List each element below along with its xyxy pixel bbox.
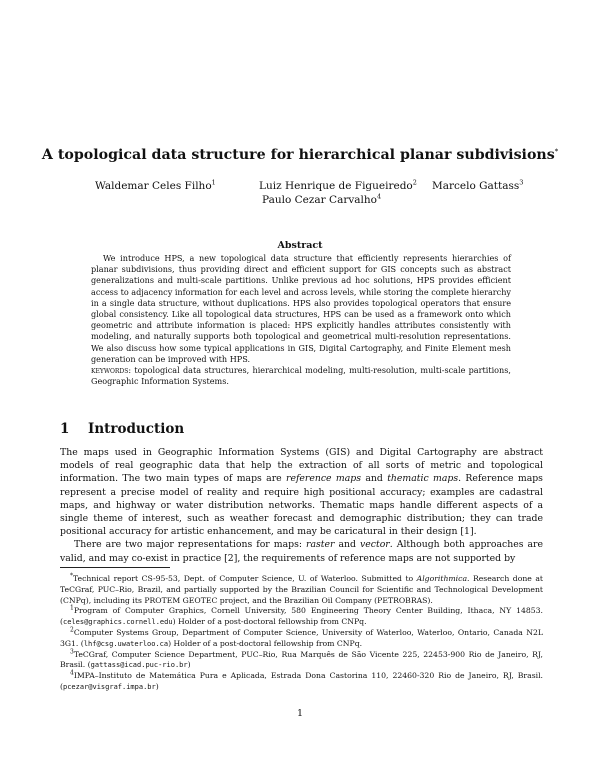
body-text [60,446,543,565]
footnote-item: $^4$IMPA–Instituto de Matemática Pura e Aplicada, Estrada Dona Castorina 110, 22460-320 Rio de Janeiro, RJ, Brasil. (pcezar@visgraf.impa.br) [60,669,543,691]
keywords-label: keywords: [91,365,132,376]
footnote-item: *Technical report CS-95-53, Dept. of Computer Science, U. of Waterloo. Submitted to Algorithmica. Research done at TeCGraf, PUC–Rio, Brazil, and partially supported by the Brazilian Council for Scientific and Technological Development (CNPq), including its PROTEM GEOTEC project, and the Brazilian Oil Company (PETROBRAS). [60,572,544,605]
section-number: 1 [60,421,70,437]
abstract [91,253,511,387]
author-2: Luiz Henrique de Figueiredo$^2$ [259,178,417,192]
section-heading [60,421,184,437]
abstract-heading: Abstract [277,240,323,251]
author-3: Marcelo Gattass$^3$ [432,178,524,192]
footnote-item: $^1$Program of Computer Graphics, Cornell University, 580 Engineering Theory Center Building, Ithaca, NY 14853. (celes@graphics.cornell.edu) Holder of a post-doctoral fellowship from CNPq. [60,604,543,627]
author-4: Paulo Cezar Carvalho$^4$ [262,192,382,206]
title-footnote-mark: * [554,147,559,156]
paper-title: A topological data structure for hierarchical planar subdivisions* [41,147,559,163]
keywords [91,365,511,387]
paragraph-1: The maps used in Geographic Information Systems (GIS) and Digital Cartography are abstract models of real geographic data that help the extraction of all sorts of metric and topological information. The two main types of maps are reference maps and thematic maps. Reference maps represent a precise model of reality and require high positional accuracy; examples are cadastral maps, and highway or water distribution networks. Thematic maps handle different aspects of a single theme of interest, such as weather forecast and demographic distribution; they can trade positional accuracy for artistic enhancement, and may be caricatural in their design [1]. [60,447,543,538]
footnotes [60,574,543,693]
abstract-text: We introduce HPS, a new topological data structure that efficiently represents hierarchies of planar subdivisions, thus providing direct and efficient support for GIS concepts such as abstract generalizations and multi-scale partitions. Unlike previous ad hoc solutions, HPS provides efficient access to adjacency information for each level and across levels, while storing the complete hierarchy in a single data structure, without duplications. HPS also provides topological operators that ensure global consistency. Like all topological data structures, HPS can be used as a framework onto which geometric and attribute information is placed: HPS explicitly handles attributes consistently with modeling, and naturally supports both topological and geometrical multi-resolution representations. We also discuss how some typical applications in GIS, Digital Cartography, and Finite Element mesh generation can be improved with HPS. [91,253,511,364]
section-title: Introduction [88,421,185,437]
paragraph-2: There are two major representations for maps: raster and vector. Although both approaches are valid, and may co-exist in practice [2], the requirements of reference maps are not supported by [60,539,543,564]
author-1: Waldemar Celes Filho$^1$ [95,178,216,192]
footnote-item: $^3$TeCGraf, Computer Science Department, PUC–Rio, Rua Marquês de São Vicente 225, 22453-900 Rio de Janeiro, RJ, Brasil. (gattass@icad.puc-rio.br) [60,648,543,670]
footnote-item: $^2$Computer Systems Group, Department of Computer Science, University of Waterloo, Waterloo, Ontario, Canada N2L 3G1. (lhf@csg.uwaterloo.ca) Holder of a post-doctoral fellowship from CNPq. [60,626,543,648]
footnote-rule [60,567,170,568]
page-number: 1 [296,708,304,719]
keywords-text: topological data structures, hierarchical modeling, multi-resolution, multi-scale partitions, Geographic Information Systems. [91,365,511,387]
